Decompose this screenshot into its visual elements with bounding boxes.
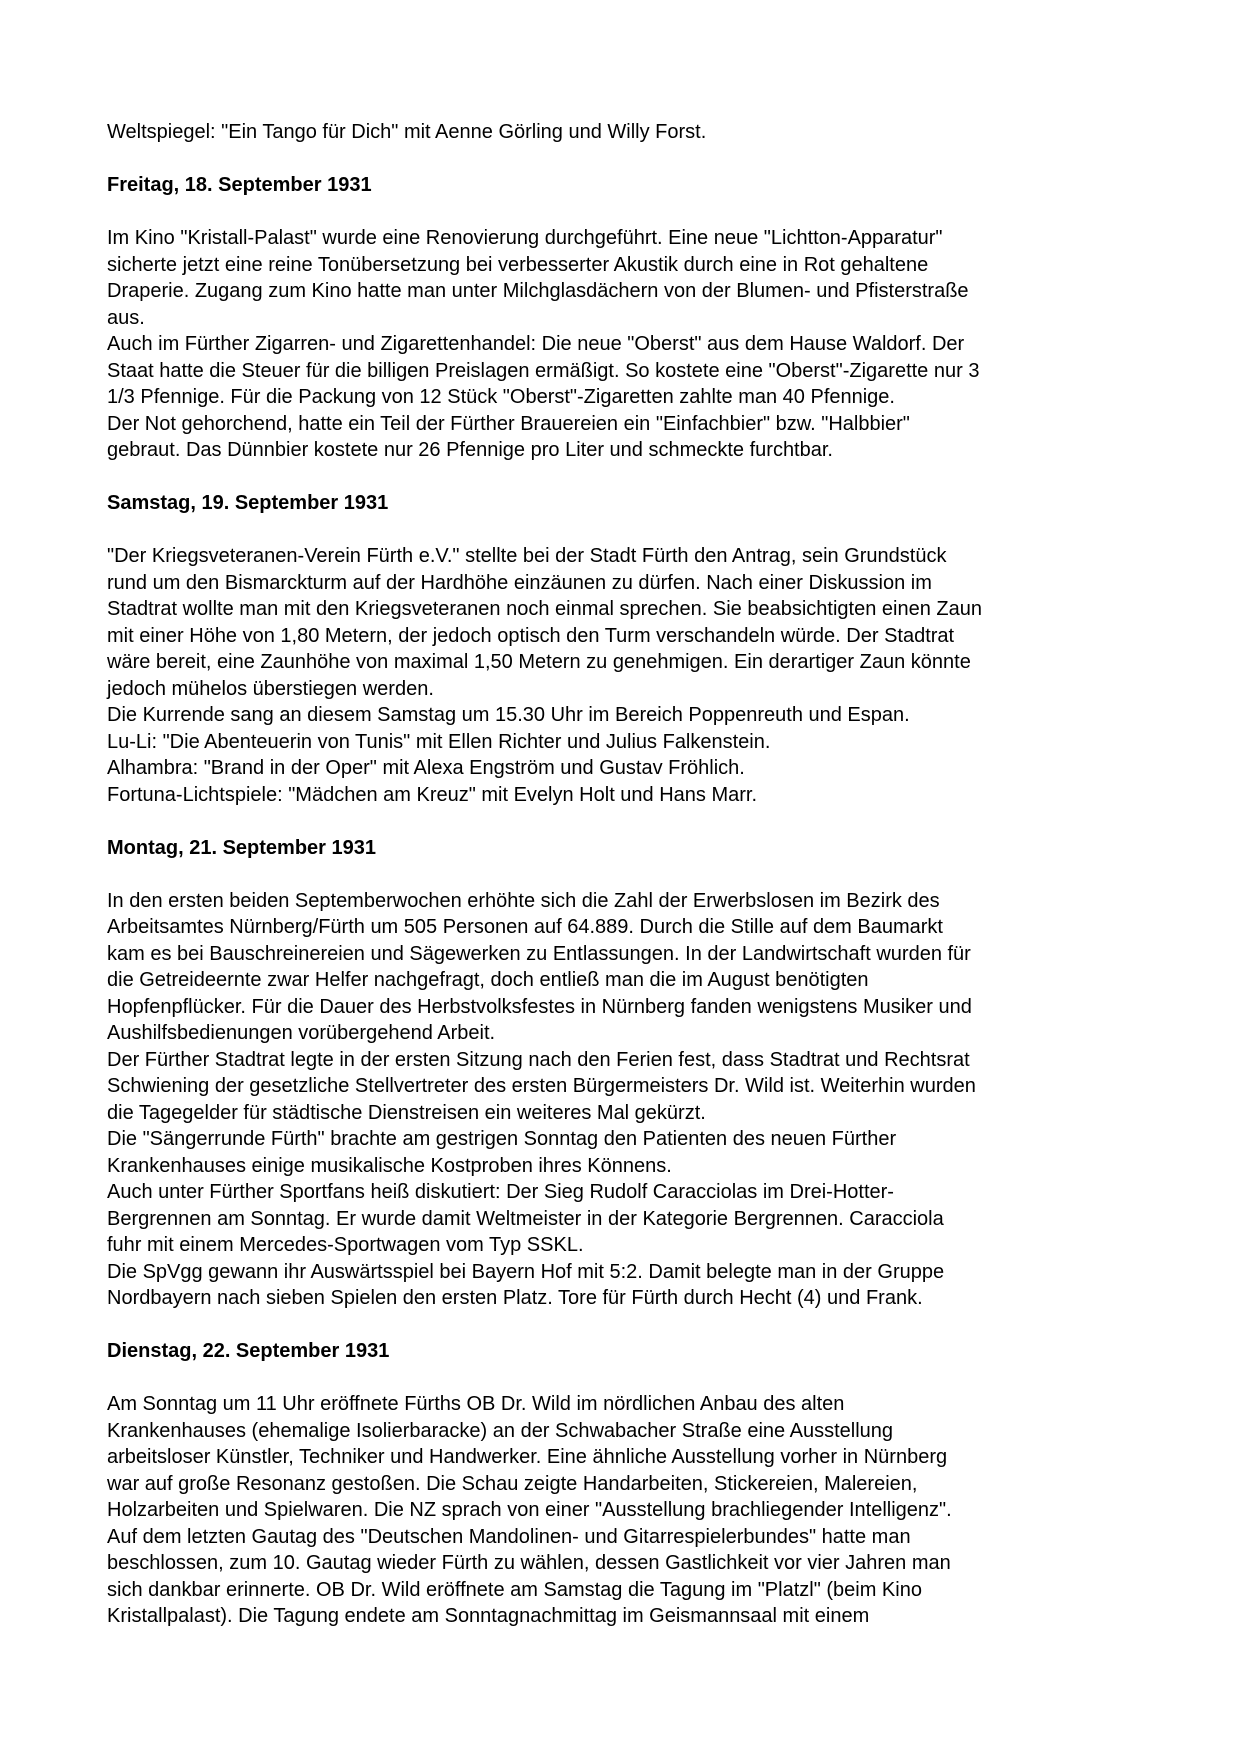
text-line: arbeitsloser Künstler, Techniker und Handwerker. Eine ähnliche Ausstellung vorher in Nürnberg	[107, 1446, 948, 1468]
text-line: aus.	[107, 306, 145, 329]
text-line: Krankenhauses einige musikalische Kostproben ihres Könnens.	[107, 1154, 672, 1177]
text-line: Weltspiegel: "Ein Tango für Dich" mit Aenne Görling und Willy Forst.	[107, 121, 707, 143]
paragraph	[107, 1391, 1209, 1630]
text-line: mit einer Höhe von 1,80 Metern, der jedoch optisch den Turm verschandeln würde. Der Stadtrat	[107, 624, 955, 647]
text-line: gebraut. Das Dünnbier kostete nur 26 Pfennige pro Liter und schmeckte furchtbar.	[107, 439, 833, 461]
text-line: Kristallpalast). Die Tagung endete am Sonntagnachmittag im Geismannsaal mit einem	[107, 1605, 870, 1627]
text-line: Auf dem letzten Gautag des "Deutschen Mandolinen- und Gitarrespielerbundes" hatte man	[107, 1525, 911, 1548]
text-line: war auf große Resonanz gestoßen. Die Schau zeigte Handarbeiten, Stickereien, Malereien,	[107, 1472, 918, 1495]
date-heading: Samstag, 19. September 1931	[107, 492, 389, 514]
text-line: Draperie. Zugang zum Kino hatte man unter Milchglasdächern von der Blumen- und Pfisterstraße	[107, 280, 969, 302]
text-line: "Der Kriegsveteranen-Verein Fürth e.V." stellte bei der Stadt Fürth den Antrag, sein Grundstück	[107, 545, 947, 567]
text-line: die Tagegelder für städtische Dienstreisen ein weiteres Mal gekürzt.	[107, 1101, 706, 1124]
text-line: Holzarbeiten und Spielwaren. Die NZ sprach von einer "Ausstellung brachliegender Intelligenz".	[107, 1499, 952, 1521]
text-line: sich dankbar erinnerte. OB Dr. Wild eröffnete am Samstag die Tagung im "Platzl" (beim Kino	[107, 1578, 922, 1601]
text-line: Krankenhauses (ehemalige Isolierbaracke) an der Schwabacher Straße eine Ausstellung	[107, 1419, 894, 1442]
paragraph	[107, 225, 1209, 464]
paragraph	[107, 543, 1209, 808]
paragraph	[107, 888, 1209, 1312]
text-line: die Getreideernte zwar Helfer nachgefragt, doch entließ man die im August benötigten	[107, 969, 869, 991]
text-line: Die "Sängerrunde Fürth" brachte am gestrigen Sonntag den Patienten des neuen Fürther	[107, 1128, 897, 1150]
text-line: Fortuna-Lichtspiele: "Mädchen am Kreuz" mit Evelyn Holt und Hans Marr.	[107, 783, 758, 806]
text-line: Der Fürther Stadtrat legte in der ersten Sitzung nach den Ferien fest, dass Stadtrat und Rechtsrat	[107, 1048, 970, 1071]
text-line: Stadtrat wollte man mit den Kriegsveteranen noch einmal sprechen. Sie beabsichtigten einen Zaun	[107, 598, 982, 620]
text-line: beschlossen, zum 10. Gautag wieder Fürth zu wählen, dessen Gastlichkeit vor vier Jahren man	[107, 1552, 951, 1574]
text-line: In den ersten beiden Septemberwochen erhöhte sich die Zahl der Erwerbslosen im Bezirk des	[107, 889, 940, 912]
text-line: Auch unter Fürther Sportfans heiß diskutiert: Der Sieg Rudolf Caracciolas im Drei-Hotter-	[107, 1181, 894, 1203]
paragraph	[107, 119, 1209, 146]
text-line: Staat hatte die Steuer für die billigen Preislagen ermäßigt. So kostete eine "Oberst"-Zigarette nur 3	[107, 359, 980, 382]
text-line: Schwiening der gesetzliche Stellvertreter des ersten Bürgermeisters Dr. Wild ist. Weiterhin wurden	[107, 1075, 976, 1097]
text-line: Der Not gehorchend, hatte ein Teil der Fürther Brauereien ein "Einfachbier" bzw. "Halbbier"	[107, 412, 910, 435]
text-line: Alhambra: "Brand in der Oper" mit Alexa Engström und Gustav Fröhlich.	[107, 757, 745, 779]
text-line: Am Sonntag um 11 Uhr eröffnete Fürths OB Dr. Wild im nördlichen Anbau des alten	[107, 1393, 845, 1415]
text-line: rund um den Bismarckturm auf der Hardhöhe einzäunen zu dürfen. Nach einer Diskussion im	[107, 571, 932, 594]
text-line: Im Kino "Kristall-Palast" wurde eine Renovierung durchgeführt. Eine neue "Lichtton-Apparatur"	[107, 227, 943, 249]
date-heading: Montag, 21. September 1931	[107, 836, 376, 859]
text-line: fuhr mit einem Mercedes-Sportwagen vom Typ SSKL.	[107, 1234, 584, 1256]
text-line: kam es bei Bauschreinereien und Sägewerken zu Entlassungen. In der Landwirtschaft wurden für	[107, 942, 971, 965]
text-line: 1/3 Pfennige. Für die Packung von 12 Stück "Oberst"-Zigaretten zahlte man 40 Pfennige.	[107, 386, 895, 408]
text-line: Arbeitsamtes Nürnberg/Fürth um 505 Personen auf 64.889. Durch die Stille auf dem Baumarkt	[107, 916, 943, 938]
text-line: Hopfenpflücker. Für die Dauer des Herbstvolksfestes in Nürnberg fanden wenigstens Musiker und	[107, 995, 972, 1018]
text-line: Bergrennen am Sonntag. Er wurde damit Weltmeister in der Kategorie Bergrennen. Caracciola	[107, 1207, 944, 1230]
date-heading: Dienstag, 22. September 1931	[107, 1340, 390, 1362]
text-line: Lu-Li: "Die Abenteuerin von Tunis" mit Ellen Richter und Julius Falkenstein.	[107, 730, 771, 753]
text-line: Nordbayern nach sieben Spielen den ersten Platz. Tore für Fürth durch Hecht (4) und Frank.	[107, 1287, 923, 1309]
date-heading: Freitag, 18. September 1931	[107, 174, 372, 196]
text-line: wäre bereit, eine Zaunhöhe von maximal 1,50 Metern zu genehmigen. Ein derartiger Zaun könnte	[107, 651, 971, 673]
text-line: Die Kurrende sang an diesem Samstag um 15.30 Uhr im Bereich Poppenreuth und Espan.	[107, 704, 910, 726]
text-line: jedoch mühelos überstiegen werden.	[107, 677, 434, 700]
text-line: Aushilfsbedienungen vorübergehend Arbeit.	[107, 1022, 496, 1044]
text-line: sicherte jetzt eine reine Tonübersetzung bei verbesserter Akustik durch eine in Rot gehaltene	[107, 253, 929, 276]
text-line: Auch im Fürther Zigarren- und Zigarettenhandel: Die neue "Oberst" aus dem Hause Waldorf. Der	[107, 333, 965, 355]
text-line: Die SpVgg gewann ihr Auswärtsspiel bei Bayern Hof mit 5:2. Damit belegte man in der Gruppe	[107, 1260, 945, 1283]
